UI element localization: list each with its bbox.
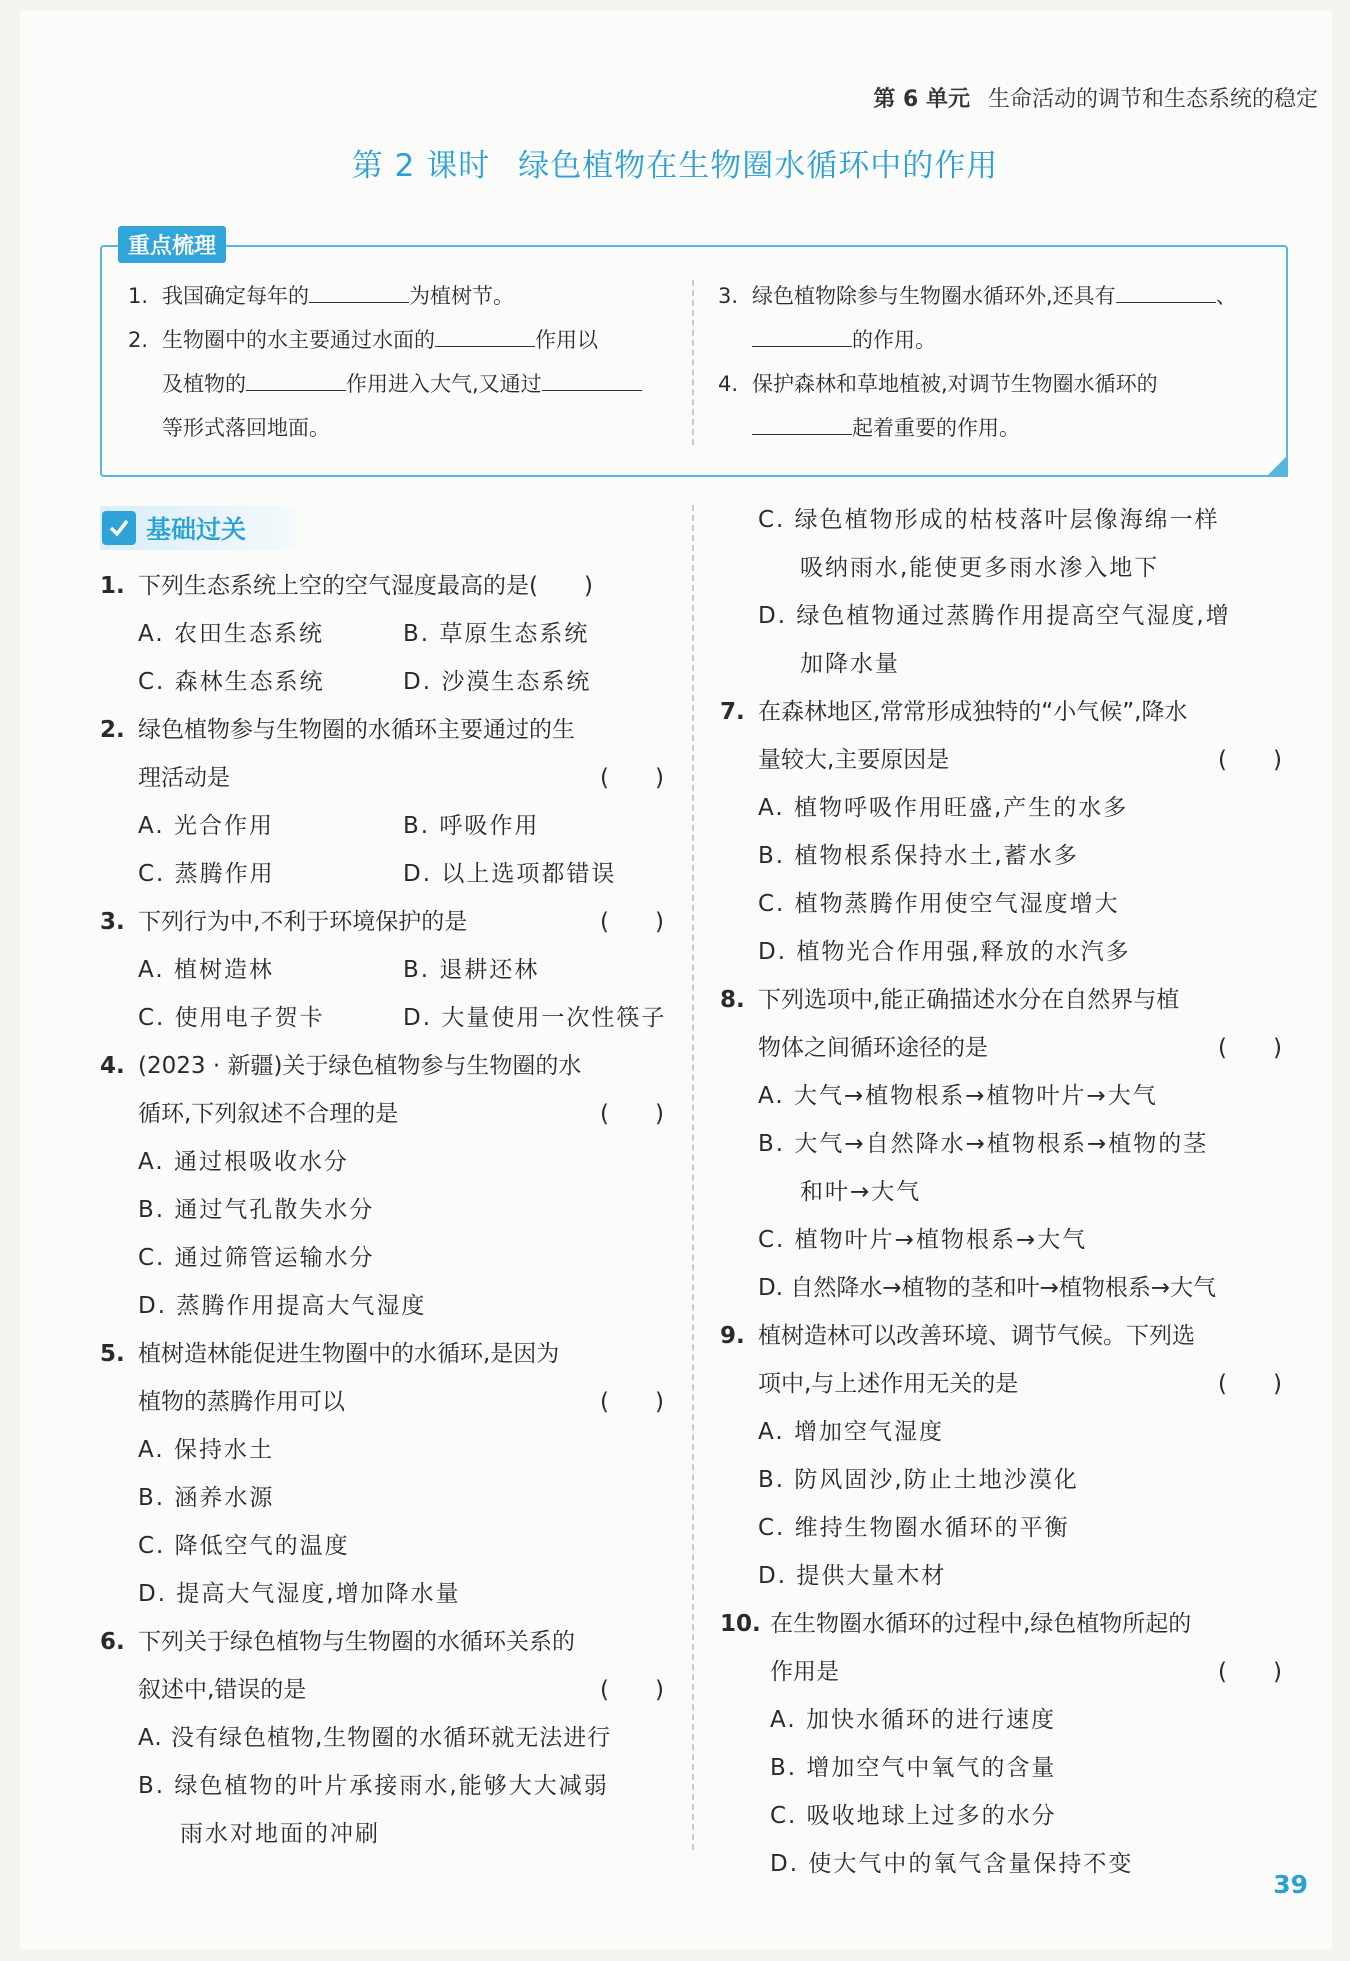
option[interactable]: C. 吸收地球上过多的水分 [770,1803,1057,1829]
option[interactable]: B. 绿色植物的叶片承接雨水,能够大大减弱 [138,1773,609,1799]
option[interactable]: D. 蒸腾作用提高大气湿度 [138,1293,427,1319]
column-divider [692,505,694,1850]
option[interactable]: A. 没有绿色植物,生物圈的水循环就无法进行 [138,1725,612,1751]
answer-paren[interactable]: ( ) [1218,747,1282,773]
key-point-2: 2. 生物圈中的水主要通过水面的 作用以 及植物的 作用进入大气,又通过 等形式落回地面。 [128,318,676,450]
question-6-stem: 6. 下列关于绿色植物与生物圈的水循环关系的 [100,1629,575,1655]
question-10-stem-cont: 作用是 ( ) [720,1648,1286,1696]
key-point-4: 4. 保护森林和草地植被,对调节生物圈水循环的 起着重要的作用。 [718,372,1158,440]
option[interactable]: C. 使用电子贺卡 [138,1005,325,1031]
question-2-options-ab [100,802,668,850]
blank[interactable] [752,322,852,347]
section-label: 基础过关 [100,506,295,550]
option[interactable]: A. 加快水循环的进行速度 [770,1707,1056,1733]
answer-paren[interactable]: ( ) [600,1677,664,1703]
question-4-stem-cont: 循环,下列叙述不合理的是 ( ) [100,1090,668,1138]
option[interactable]: B. 防风固沙,防止土地沙漠化 [758,1467,1079,1493]
option[interactable]: A. 大气→植物根系→植物叶片→大气 [758,1083,1158,1109]
question-2-options-cd [100,850,668,898]
question-8-stem: 8. 下列选项中,能正确描述水分在自然界与植 [720,987,1180,1013]
answer-paren[interactable]: ( ) [600,1101,664,1127]
option[interactable]: C. 绿色植物形成的枯枝落叶层像海绵一样 [758,507,1220,533]
option[interactable]: B. 草原生态系统 [403,621,590,647]
option-cont: 加降水量 [800,651,900,677]
key-points-left [128,274,676,450]
question-3-stem: 3. 下列行为中,不利于环境保护的是 ( ) [100,898,668,946]
option[interactable]: C. 通过筛管运输水分 [138,1245,375,1271]
option[interactable]: A. 光合作用 [138,813,274,839]
option-cont: 和叶→大气 [800,1179,922,1205]
question-3-options-cd [100,994,668,1042]
option[interactable]: A. 植树造林 [138,957,274,983]
answer-paren[interactable]: ( ) [600,765,664,791]
option[interactable]: B. 大气→自然降水→植物根系→植物的茎 [758,1131,1209,1157]
option[interactable]: D. 植物光合作用强,释放的水汽多 [758,939,1131,965]
option[interactable]: C. 植物叶片→植物根系→大气 [758,1227,1088,1253]
question-1-stem: 1. 下列生态系统上空的空气湿度最高的是( ) [100,573,593,599]
question-1-options-cd [100,658,668,706]
blank[interactable] [435,322,535,347]
key-point-1: 1. 我国确定每年的 为植树节。 [128,274,676,318]
answer-paren[interactable]: ( ) [1218,1371,1282,1397]
blank[interactable] [1116,278,1216,303]
option[interactable]: C. 森林生态系统 [138,669,325,695]
question-5-stem: 5. 植树造林能促进生物圈中的水循环,是因为 [100,1341,560,1367]
option[interactable]: B. 通过气孔散失水分 [138,1197,375,1223]
option[interactable]: D. 大量使用一次性筷子 [403,1005,667,1031]
question-2-stem-cont: 理活动是 ( ) [100,754,668,802]
answer-paren[interactable]: ( ) [1218,1035,1282,1061]
option[interactable]: B. 涵养水源 [138,1485,275,1511]
option[interactable]: A. 农田生态系统 [138,621,324,647]
option[interactable]: D. 自然降水→植物的茎和叶→植物根系→大气 [758,1275,1217,1301]
key-points-right [718,274,1266,450]
question-8-stem-cont: 物体之间循环途径的是 ( ) [720,1024,1286,1072]
option[interactable]: A. 植物呼吸作用旺盛,产生的水多 [758,795,1129,821]
blank[interactable] [542,366,642,391]
blank[interactable] [309,278,409,303]
lesson-name: 绿色植物在生物圈水循环中的作用 [518,148,999,184]
option[interactable]: B. 植物根系保持水土,蓄水多 [758,843,1079,869]
question-7-stem: 7. 在森林地区,常常形成独特的“小气候”,降水 [720,699,1188,725]
key-points-label: 重点梳理 [118,226,226,263]
option[interactable]: C. 维持生物圈水循环的平衡 [758,1515,1070,1541]
unit-title: 生命活动的调节和生态系统的稳定 [987,87,1318,112]
option[interactable]: D. 提供大量木材 [758,1563,947,1589]
option[interactable]: D. 以上选项都错误 [403,861,617,887]
question-9-stem: 9. 植树造林可以改善环境、调节气候。下列选 [720,1323,1195,1349]
question-4-stem: 4. (2023 · 新疆)关于绿色植物参与生物圈的水 [100,1053,582,1079]
answer-paren[interactable]: ( ) [600,909,664,935]
question-7-stem-cont: 量较大,主要原因是 ( ) [720,736,1286,784]
option[interactable]: B. 增加空气中氧气的含量 [770,1755,1057,1781]
option[interactable]: B. 呼吸作用 [403,813,540,839]
lesson-number: 第 2 课时 [351,148,491,184]
answer-paren[interactable]: ( ) [600,1389,664,1415]
option[interactable]: A. 保持水土 [138,1437,274,1463]
blank[interactable] [752,410,852,435]
answer-paren[interactable]: ( ) [1218,1659,1282,1685]
option-cont: 吸纳雨水,能使更多雨水渗入地下 [800,555,1160,581]
key-point-3: 3. 绿色植物除参与生物圈水循环外,还具有 、 的作用。 [718,274,1266,362]
option[interactable]: C. 蒸腾作用 [138,861,275,887]
question-3-options-ab [100,946,668,994]
question-1-options-ab [100,610,668,658]
key-points-divider [692,280,694,445]
option[interactable]: C. 降低空气的温度 [138,1533,350,1559]
checkbox-icon [102,511,136,545]
lesson-title [0,140,1350,185]
question-2-stem: 2. 绿色植物参与生物圈的水循环主要通过的生 [100,717,575,743]
option[interactable]: B. 退耕还林 [403,957,540,983]
question-10-stem: 10. 在生物圈水循环的过程中,绿色植物所起的 [720,1611,1192,1637]
option[interactable]: D. 绿色植物通过蒸腾作用提高空气湿度,增 [758,603,1231,629]
option[interactable]: D. 使大气中的氧气含量保持不变 [770,1851,1134,1877]
option[interactable]: A. 增加空气湿度 [758,1419,944,1445]
page-number: 39 [1273,1870,1308,1899]
option[interactable]: C. 植物蒸腾作用使空气湿度增大 [758,891,1120,917]
questions-right [720,496,1286,1888]
questions-left [100,562,668,1858]
unit-number: 第 6 单元 [873,87,970,112]
option-cont: 雨水对地面的冲刷 [180,1821,380,1847]
option[interactable]: A. 通过根吸收水分 [138,1149,349,1175]
question-5-stem-cont: 植物的蒸腾作用可以 ( ) [100,1378,668,1426]
option[interactable]: D. 提高大气湿度,增加降水量 [138,1581,461,1607]
option[interactable]: D. 沙漠生态系统 [403,669,592,695]
unit-header [873,82,1318,113]
blank[interactable] [246,366,346,391]
question-6-stem-cont: 叙述中,错误的是 ( ) [100,1666,668,1714]
question-9-stem-cont: 项中,与上述作用无关的是 ( ) [720,1360,1286,1408]
